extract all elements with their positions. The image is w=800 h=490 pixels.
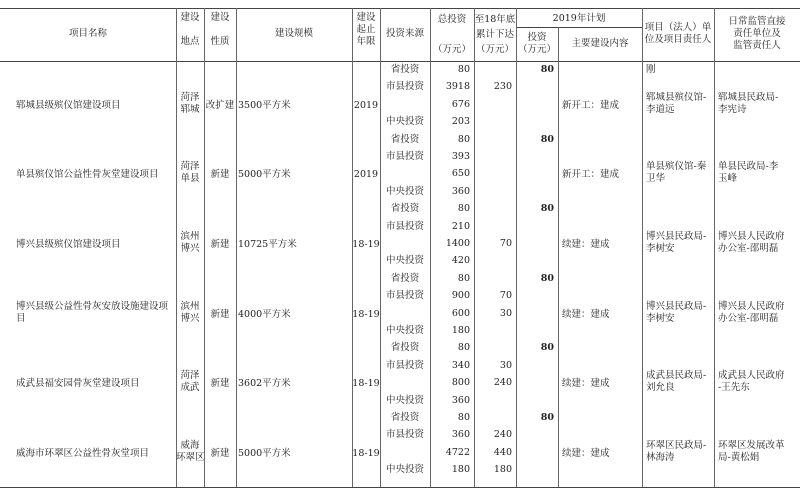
header-accum-mid: 累计下达 xyxy=(475,29,514,40)
investment-source: 中央投资 xyxy=(385,255,424,267)
project-name: 威海市环翠区公益性骨灰堂项目 xyxy=(16,447,150,459)
investment-source: 市县投资 xyxy=(385,290,424,302)
build-scale: 10725平方米 xyxy=(238,239,297,250)
main-construction-content: 续建：建成 xyxy=(562,239,610,250)
plan-2019-investment: 80 xyxy=(540,203,554,215)
investment-source: 中央投资 xyxy=(385,116,424,128)
accumulated-amount: 240 xyxy=(493,377,512,389)
accumulated-amount: 180 xyxy=(493,464,512,476)
total-investment: 393 xyxy=(451,151,470,162)
rule xyxy=(236,8,237,487)
total-investment: 800 xyxy=(451,377,470,389)
project-unit-responsible: 博兴县民政局- 李树安 xyxy=(646,231,707,254)
plan-2019-investment: 80 xyxy=(540,272,554,284)
project-name: 博兴县级殡仪馆建设项目 xyxy=(16,239,121,250)
investment-source: 省投资 xyxy=(390,64,420,75)
build-location: 菏泽 单县 xyxy=(180,161,200,185)
header-supervise: 日常监管直接 责任单位及 监管责任人 xyxy=(728,16,786,51)
project-unit-responsible: 郓城县殡仪馆- 李道远 xyxy=(646,91,707,115)
total-investment: 600 xyxy=(451,307,470,319)
rule xyxy=(642,8,643,487)
supervision-unit: 单县民政局-李 玉峰 xyxy=(718,161,779,185)
header-accum: 至18年底 xyxy=(474,14,516,25)
main-construction-content: 新开工：建成 xyxy=(562,169,620,181)
total-investment: 360 xyxy=(451,394,470,406)
build-location: 威海 环翠区 xyxy=(176,439,205,463)
accumulated-amount: 30 xyxy=(499,307,512,319)
project-unit-responsible: 博兴县民政局- 李树安 xyxy=(646,300,707,324)
total-investment: 900 xyxy=(451,290,470,302)
project-unit-responsible: 成武县民政局- 刘允良 xyxy=(646,370,707,394)
plan-2019-investment: 80 xyxy=(540,64,554,75)
rule xyxy=(0,61,800,62)
build-period: 2019 xyxy=(353,169,379,181)
investment-source: 省投资 xyxy=(390,342,420,354)
rule xyxy=(714,8,715,487)
total-investment: 203 xyxy=(451,116,470,128)
build-location: 菏泽 成武 xyxy=(180,370,200,394)
build-location: 滨州 博兴 xyxy=(180,231,200,254)
responsible-unit-fragment: 刚 xyxy=(646,64,656,75)
investment-source: 中央投资 xyxy=(385,464,424,476)
plan-2019-investment: 80 xyxy=(540,412,554,423)
main-construction-content: 续建：建成 xyxy=(562,378,610,390)
total-investment: 80 xyxy=(457,342,470,354)
total-investment: 3918 xyxy=(445,81,470,93)
build-scale: 5000平方米 xyxy=(238,447,291,459)
investment-source: 中央投资 xyxy=(385,394,424,406)
build-nature: 改扩建 xyxy=(205,99,235,111)
accumulated-amount: 230 xyxy=(493,81,512,93)
rule xyxy=(558,27,559,487)
rule xyxy=(0,8,800,9)
build-nature: 新建 xyxy=(210,447,230,459)
total-investment: 180 xyxy=(451,325,470,336)
total-investment: 360 xyxy=(451,429,470,441)
investment-source: 省投资 xyxy=(390,412,420,423)
total-investment: 80 xyxy=(457,133,470,145)
total-investment: 650 xyxy=(451,168,470,180)
header-unit: 项目（法人）单 位及项目责任人 xyxy=(644,22,712,45)
supervision-unit: 成武县人民政府 -王先东 xyxy=(718,370,785,394)
main-construction-content: 续建：建成 xyxy=(562,308,610,320)
investment-source: 中央投资 xyxy=(385,325,424,336)
total-investment: 80 xyxy=(457,412,470,423)
supervision-unit: 博兴县人民政府 办公室-邵明磊 xyxy=(718,300,785,324)
investment-source: 中央投资 xyxy=(385,185,424,197)
header-plan-content: 主要建设内容 xyxy=(571,38,629,49)
accumulated-amount: 30 xyxy=(499,359,512,371)
build-scale: 4000平方米 xyxy=(238,308,291,320)
total-investment: 80 xyxy=(457,272,470,284)
header-accum-unit: （万元） xyxy=(475,44,514,55)
build-period: 18-19 xyxy=(352,308,380,320)
investment-source: 省投资 xyxy=(390,133,420,145)
plan-2019-investment: 80 xyxy=(540,342,554,354)
header-total: 总投资 xyxy=(437,14,467,25)
build-period: 18-19 xyxy=(352,239,380,250)
header-total-unit: （万元） xyxy=(432,44,471,55)
total-investment: 210 xyxy=(451,220,470,232)
project-name: 单县殡仪馆公益性骨灰堂建设项目 xyxy=(16,169,159,181)
header-period: 建设 起止 年限 xyxy=(356,12,376,47)
build-scale: 3602平方米 xyxy=(238,378,291,390)
total-investment: 340 xyxy=(451,359,470,371)
build-scale: 3500平方米 xyxy=(238,99,291,111)
header-plan-invest: 投资 （万元） xyxy=(517,32,556,55)
rule xyxy=(0,487,800,488)
total-investment: 360 xyxy=(451,185,470,197)
supervision-unit: 博兴县人民政府 办公室-邵明磊 xyxy=(718,231,785,254)
total-investment: 80 xyxy=(457,203,470,215)
project-unit-responsible: 环翠区民政局- 林海涛 xyxy=(646,439,707,463)
build-location: 滨州 博兴 xyxy=(180,300,200,324)
header-plan-2019: 2019年计划 xyxy=(552,13,606,24)
investment-source: 市县投资 xyxy=(385,81,424,93)
investment-source: 市县投资 xyxy=(385,220,424,232)
header-project-name: 项目名称 xyxy=(68,28,107,39)
main-construction-content: 续建：建成 xyxy=(562,447,610,459)
total-investment: 4722 xyxy=(445,446,470,458)
build-period: 18-19 xyxy=(352,378,380,390)
accumulated-amount: 70 xyxy=(499,238,512,249)
accumulated-amount: 240 xyxy=(493,429,512,441)
header-nature: 建设 性质 xyxy=(210,12,230,47)
project-name: 郓城县级殡仪馆建设项目 xyxy=(16,99,121,111)
build-scale: 5000平方米 xyxy=(238,169,291,181)
header-source: 投资来源 xyxy=(385,28,424,39)
build-nature: 新建 xyxy=(210,308,230,320)
total-investment: 80 xyxy=(457,64,470,75)
investment-source: 省投资 xyxy=(390,272,420,284)
project-name: 成武县福安园骨灰堂建设项目 xyxy=(16,378,140,390)
supervision-unit: 郓城县民政局- 李宪诗 xyxy=(718,91,779,115)
total-investment: 180 xyxy=(451,464,470,476)
build-nature: 新建 xyxy=(210,169,230,181)
build-period: 2019 xyxy=(353,99,379,111)
project-unit-responsible: 单县殡仪馆-秦 卫华 xyxy=(646,161,707,185)
investment-source: 市县投资 xyxy=(385,359,424,371)
header-scale: 建设规模 xyxy=(274,28,313,39)
rule xyxy=(516,27,642,28)
investment-source: 市县投资 xyxy=(385,429,424,441)
project-name: 博兴县级公益性骨灰安放设施建设项 目 xyxy=(16,300,169,324)
total-investment: 676 xyxy=(451,98,470,110)
build-nature: 新建 xyxy=(210,378,230,390)
supervision-unit: 环翠区发展改革 局-黄松娟 xyxy=(718,439,785,463)
build-period: 18-19 xyxy=(352,447,380,459)
investment-source: 市县投资 xyxy=(385,151,424,162)
accumulated-amount: 70 xyxy=(499,290,512,302)
build-location: 菏泽 郓城 xyxy=(180,91,200,115)
plan-2019-investment: 80 xyxy=(540,133,554,145)
main-construction-content: 新开工：建成 xyxy=(562,99,620,111)
accumulated-amount: 440 xyxy=(493,446,512,458)
header-location: 建设 地点 xyxy=(180,12,200,47)
build-nature: 新建 xyxy=(210,239,230,250)
total-investment: 420 xyxy=(451,255,470,267)
investment-source: 省投资 xyxy=(390,203,420,215)
total-investment: 1400 xyxy=(445,238,470,249)
